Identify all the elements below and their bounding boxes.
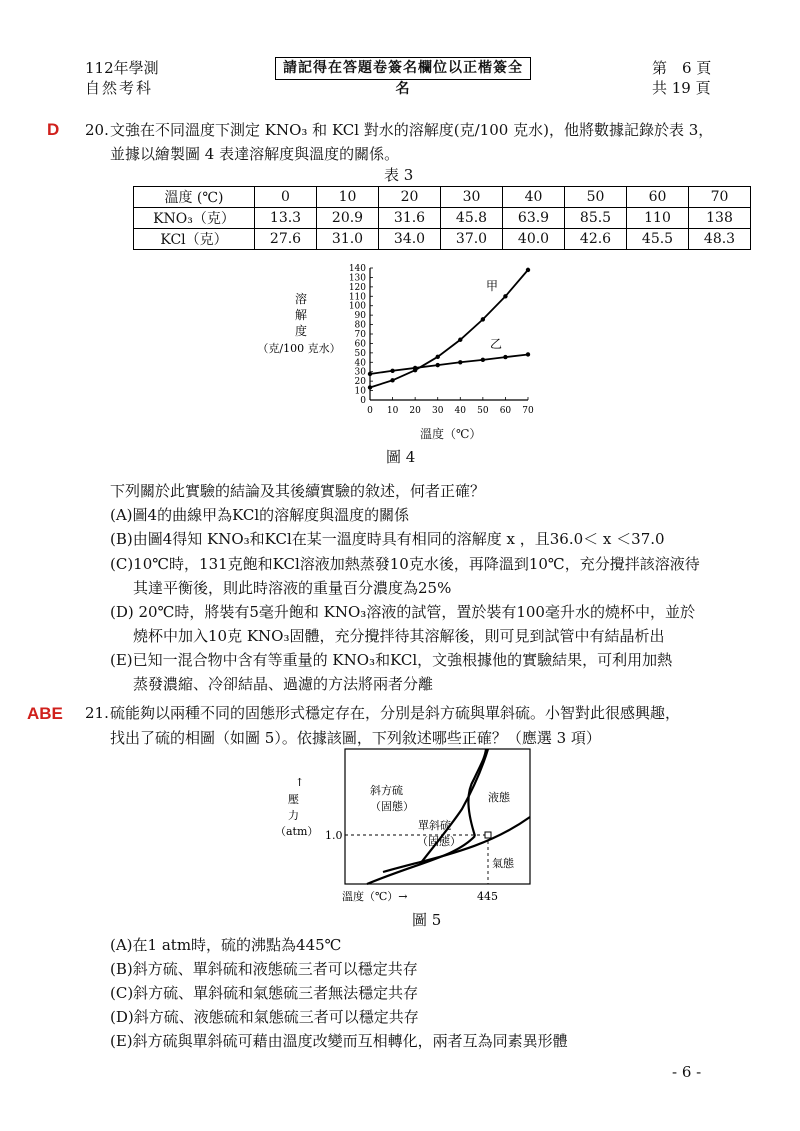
data-point <box>368 372 372 376</box>
q21-answer: ABE <box>27 704 63 723</box>
y-axis-label-char: 溶 <box>294 292 308 306</box>
x-axis-label: 溫度（℃） <box>420 427 482 441</box>
temperature-axis-label: 溫度（℃）→ <box>342 890 408 903</box>
table-cell: 31.6 <box>379 208 441 229</box>
table-cell: 20 <box>379 187 441 208</box>
data-point <box>481 317 485 321</box>
table-cell: 10 <box>317 187 379 208</box>
series-label-2: 乙 <box>490 337 503 351</box>
q20-option-d: (D) 20℃時，將裝有5毫升飽和 KNO₃溶液的試管，置於裝有100毫升水的燒杯中，並於 <box>110 603 695 621</box>
data-point <box>368 385 372 389</box>
x-tick-label: 50 <box>477 406 489 416</box>
data-point <box>436 355 440 359</box>
table-cell: 40 <box>503 187 565 208</box>
y-tick-label: 60 <box>354 339 366 350</box>
sulfur-phase-diagram <box>270 744 540 909</box>
q20-question: 下列關於此實驗的結論及其後續實驗的敘述，何者正確？ <box>110 482 486 500</box>
q21-option-b: (B)斜方硫、單斜硫和液態硫三者可以穩定共存 <box>110 960 418 978</box>
data-point <box>458 360 462 364</box>
figure5-caption: 圖 5 <box>412 911 442 929</box>
y-tick-label: 120 <box>348 282 366 293</box>
gas-label: 氣態 <box>492 857 514 870</box>
signature-banner: 請記得在答題卷簽名欄位以正楷簽全名 <box>275 57 531 80</box>
data-point <box>390 369 394 373</box>
table-row-kcl <box>134 229 751 250</box>
q20-option-b: (B)由圖4得知 KNO₃和KCl在某一溫度時具有相同的溶解度 x ，且36.0＜ x ＜37.0 <box>110 530 665 548</box>
table-row-kno3 <box>134 208 751 229</box>
series-label-1: 甲 <box>486 279 499 293</box>
y-axis-label-unit: （克/100 克水） <box>257 342 341 355</box>
q20-option-a: (A)圖4的曲線甲為KCl的溶解度與溫度的關係 <box>110 506 410 524</box>
y-tick-label: 110 <box>348 292 366 303</box>
table-cell: 27.6 <box>255 229 317 250</box>
liquid-label: 液態 <box>488 791 510 804</box>
y-tick-label: 40 <box>354 358 366 369</box>
table-cell: 70 <box>689 187 751 208</box>
q20-option-c-cont: 其達平衡後，則此時溶液的重量百分濃度為25% <box>133 579 452 597</box>
table3-caption: 表 3 <box>384 166 414 184</box>
y-axis-ticks <box>349 264 373 406</box>
table-cell: 34.0 <box>379 229 441 250</box>
q20-number: 20. <box>85 121 109 139</box>
temperature-value: 445 <box>477 890 498 903</box>
y-axis-label <box>257 291 340 355</box>
x-tick-label: 70 <box>522 406 534 416</box>
y-tick-label: 0 <box>360 396 366 406</box>
y-tick-label: 90 <box>354 311 366 322</box>
q20-option-c: (C)10℃時，131克飽和KCl溶液加熱蒸發10克水後，再降溫到10℃，充分攪拌該溶液待 <box>110 555 700 573</box>
data-point <box>503 294 507 298</box>
table-cell: 45.5 <box>627 229 689 250</box>
pressure-unit: （atm） <box>275 825 319 838</box>
boiling-point-marker <box>485 832 491 838</box>
q20-option-e-cont: 蒸發濃縮、冷卻結晶、過濾的方法將兩者分離 <box>133 675 434 693</box>
table-cell: 63.9 <box>503 208 565 229</box>
data-point <box>503 355 507 359</box>
table-cell: 37.0 <box>441 229 503 250</box>
y-tick-label: 30 <box>354 367 366 378</box>
table-cell: 13.3 <box>255 208 317 229</box>
data-point <box>413 366 417 370</box>
x-tick-label: 60 <box>499 406 512 416</box>
y-tick-label: 130 <box>348 273 366 284</box>
table-cell: 40.0 <box>503 229 565 250</box>
table-cell: 20.9 <box>317 208 379 229</box>
data-point <box>436 363 440 367</box>
table-header-temperature: 溫度 (℃) <box>134 187 255 208</box>
exam-year: 112年學測 <box>85 59 159 77</box>
pressure-arrow: ↑ <box>295 776 305 789</box>
monoclinic-label: （固態） <box>417 835 461 848</box>
q20-option-d-cont: 燒杯中加入10克 KNO₃固體，充分攪拌待其溶解後，則可見到試管中有結晶析出 <box>133 627 665 645</box>
figure4-caption: 圖 4 <box>386 448 416 466</box>
page-footer: - 6 - <box>672 1063 702 1081</box>
pressure-label: 力 <box>288 809 299 822</box>
solubility-table <box>133 186 751 250</box>
q21-stem-line2: 找出了硫的相圖（如圖 5）。依據該圖，下列敘述哪些正確？（應選 3 項） <box>110 729 601 747</box>
y-tick-label: 80 <box>354 320 366 331</box>
table-cell: 42.6 <box>565 229 627 250</box>
q21-stem-line1: 硫能夠以兩種不同的固態形式穩定存在，分別是斜方硫與單斜硫。小智對此很感興趣， <box>110 704 681 722</box>
table-cell: 30 <box>441 187 503 208</box>
table-cell: 50 <box>565 187 627 208</box>
table-row-temperature <box>134 187 751 208</box>
y-axis-label-char: 度 <box>294 324 308 338</box>
exam-subject: 自然考科 <box>85 79 154 97</box>
data-point <box>390 378 394 382</box>
table-cell: 138 <box>689 208 751 229</box>
q20-option-e: (E)已知一混合物中含有等重量的 KNO₃和KCl，文強根據他的實驗結果，可利用加熱 <box>110 651 673 669</box>
table-cell: 110 <box>627 208 689 229</box>
y-tick-label: 70 <box>354 330 366 340</box>
table-cell: 85.5 <box>565 208 627 229</box>
y-axis-label-char: 解 <box>294 308 308 322</box>
chart-series <box>368 268 530 390</box>
x-tick-label: 30 <box>431 406 444 416</box>
y-tick-label: 140 <box>348 264 366 274</box>
x-tick-label: 10 <box>386 406 399 416</box>
q20-answer: D <box>47 120 60 139</box>
y-tick-label: 20 <box>354 377 366 388</box>
q20-stem-line2: 並據以繪製圖 4 表達溶解度與溫度的關係。 <box>110 145 400 163</box>
table-cell: 31.0 <box>317 229 379 250</box>
q21-option-c: (C)斜方硫、單斜硫和氣態硫三者無法穩定共存 <box>110 984 419 1002</box>
y-tick-label: 50 <box>354 348 366 359</box>
table-cell: 48.3 <box>689 229 751 250</box>
table-cell: 60 <box>627 187 689 208</box>
x-tick-label: 20 <box>409 406 421 416</box>
y-tick-label: 100 <box>348 301 366 312</box>
x-tick-label: 0 <box>367 406 373 416</box>
table-label-kno3: KNO₃（克） <box>134 208 255 229</box>
data-point <box>526 352 530 356</box>
q20-stem-line1: 文強在不同溫度下測定 KNO₃ 和 KCl 對水的溶解度(克/100 克水)，他將數據記錄於表 3， <box>110 121 714 139</box>
page-total: 共 19 頁 <box>652 79 711 97</box>
rhombic-label: （固態） <box>370 800 414 813</box>
q21-option-a: (A)在1 atm時，硫的沸點為445℃ <box>110 936 342 954</box>
q21-option-d: (D)斜方硫、液態硫和氣態硫三者可以穩定共存 <box>110 1008 419 1026</box>
data-point <box>481 358 485 362</box>
q21-number: 21. <box>85 704 109 722</box>
data-point <box>458 338 462 342</box>
solubility-chart <box>250 258 550 444</box>
x-tick-label: 40 <box>454 406 467 416</box>
pressure-value: 1.0 <box>325 829 343 842</box>
rhombic-label: 斜方硫 <box>370 784 403 797</box>
y-tick-label: 10 <box>354 386 366 397</box>
data-point <box>526 268 530 272</box>
monoclinic-label: 單斜硫 <box>418 819 451 832</box>
pressure-label: 壓 <box>288 793 299 806</box>
q21-option-e: (E)斜方硫與單斜硫可藉由溫度改變而互相轉化，兩者互為同素異形體 <box>110 1032 568 1050</box>
page-number: 第 6 頁 <box>652 59 712 77</box>
table-label-kcl: KCl（克） <box>134 229 255 250</box>
table-cell: 45.8 <box>441 208 503 229</box>
table-cell: 0 <box>255 187 317 208</box>
